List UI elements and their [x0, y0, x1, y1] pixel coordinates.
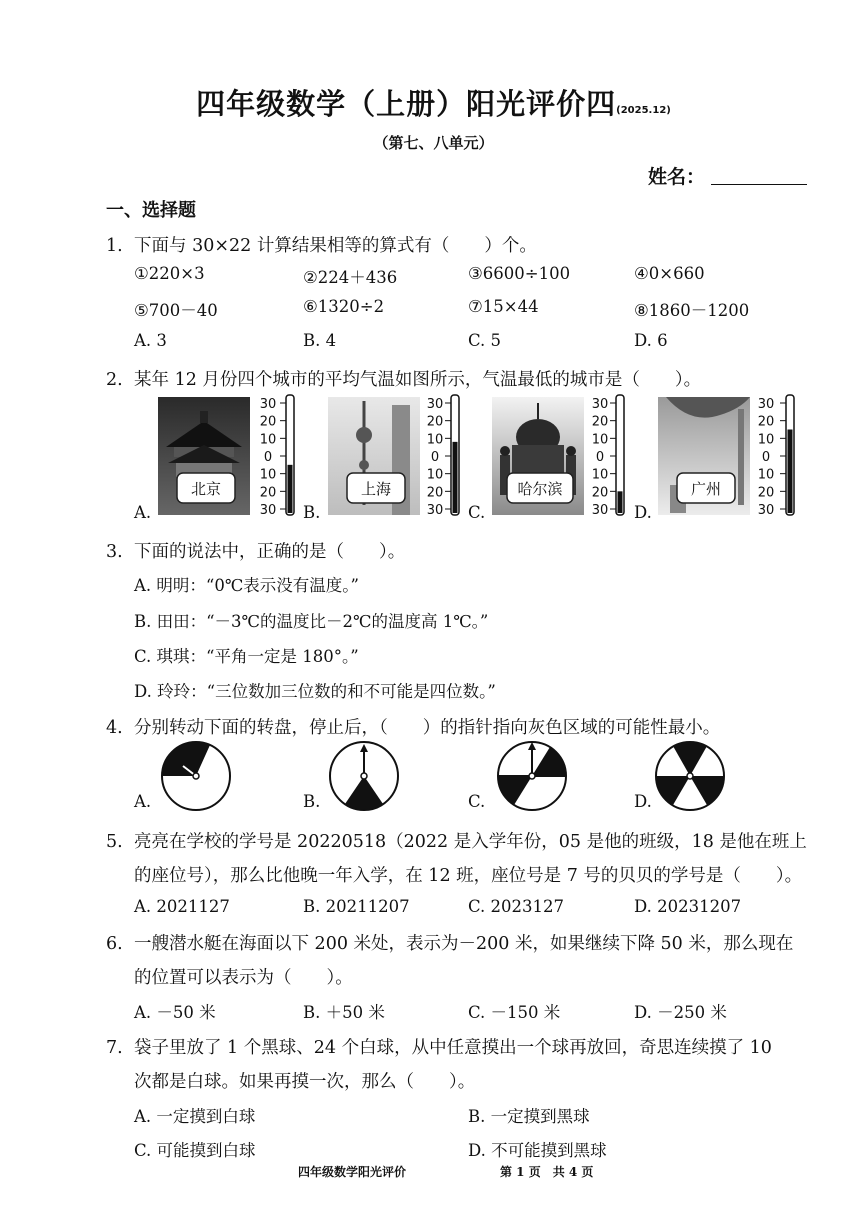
- thermometer-scale-label: 30: [591, 503, 609, 518]
- q3-option-d[interactable]: D. 玲玲：“三位数加三位数的和不可能是四位数。”: [134, 682, 496, 701]
- thermometer-scale-label: 10: [426, 467, 444, 483]
- city-label: 上海: [360, 480, 392, 498]
- thermometer-mercury: [288, 465, 293, 513]
- q5-option-a[interactable]: A. 2021127: [134, 897, 230, 916]
- q6-option-c[interactable]: C. －150 米: [468, 1003, 561, 1022]
- thermometer-scale-label: 20: [757, 414, 775, 430]
- thermometer-scale-label: 20: [591, 485, 609, 501]
- thermometer-mercury: [618, 491, 623, 513]
- q5-option-c[interactable]: C. 2023127: [468, 897, 565, 916]
- thermometer-scale-label: 10: [591, 432, 609, 448]
- thermometer-scale-label: 10: [757, 467, 775, 483]
- q7-option-b[interactable]: B. 一定摸到黑球: [468, 1107, 590, 1126]
- q3-option-b[interactable]: B. 田田：“－3℃的温度比－2℃的温度高 1℃。”: [134, 612, 489, 631]
- q1-item-3: ③6600÷100: [468, 264, 571, 283]
- thermometer-scale-label: 30: [426, 503, 444, 518]
- thermometer-mercury: [453, 442, 458, 513]
- thermometer-scale-label: 0: [761, 450, 771, 465]
- q2-option-c[interactable]: C.: [468, 503, 486, 522]
- thermometer-scale-label: 20: [426, 414, 444, 430]
- q4-option-a[interactable]: A.: [134, 792, 152, 811]
- q1-item-7: ⑦15×44: [468, 297, 539, 316]
- spinner-a: [162, 742, 230, 810]
- q6-option-a[interactable]: A. －50 米: [134, 1003, 216, 1022]
- q7-option-d[interactable]: D. 不可能摸到黑球: [468, 1141, 607, 1160]
- question-6: 6. 一艘潜水艇在海面以下 200 米处，表示为－200 米，如果继续下降 50 米，那么现在: [106, 934, 794, 954]
- q5-option-b[interactable]: B. 20211207: [303, 897, 410, 916]
- spinner-d: [656, 741, 724, 810]
- q7-option-c[interactable]: C. 可能摸到白球: [134, 1141, 256, 1160]
- thermometer-scale-label: 30: [259, 503, 277, 518]
- q1-item-5: ⑤700－40: [134, 301, 218, 320]
- city-label: 哈尔滨: [517, 480, 563, 498]
- question-1: 1. 下面与 30×22 计算结果相等的算式有（ ）个。: [106, 236, 537, 256]
- q1-item-4: ④0×660: [634, 264, 705, 283]
- q4-option-c[interactable]: C.: [468, 792, 486, 811]
- thermometer-scale-label: 10: [259, 467, 277, 483]
- thermometer-scale-label: 20: [426, 485, 444, 501]
- thermometer-scale-label: 30: [259, 397, 277, 412]
- q1-option-b[interactable]: B. 4: [303, 331, 337, 350]
- q4-option-d[interactable]: D.: [634, 792, 652, 811]
- question-2: 2. 某年 12 月份四个城市的平均气温如图所示，气温最低的城市是（ ）。: [106, 370, 702, 390]
- footer-title: 四年级数学阳光评价: [298, 1165, 407, 1179]
- q1-item-2: ②224＋436: [303, 268, 398, 287]
- thermometer-scale-label: 30: [757, 397, 775, 412]
- page-subtitle: （第七、八单元）: [373, 134, 494, 152]
- q1-item-6: ⑥1320÷2: [303, 297, 385, 316]
- q3-option-a[interactable]: A. 明明：“0℃表示没有温度。”: [134, 576, 359, 595]
- q5-option-d[interactable]: D. 20231207: [634, 897, 742, 916]
- question-7: 7. 袋子里放了 1 个黑球、24 个白球，从中任意摸出一个球再放回，奇思连续摸了 10: [106, 1038, 772, 1058]
- question-4: 4. 分别转动下面的转盘，停止后，（ ）的指针指向灰色区域的可能性最小。: [106, 718, 721, 738]
- q1-option-d[interactable]: D. 6: [634, 331, 668, 350]
- thermometer-scale-label: 30: [591, 397, 609, 412]
- city-label: 广州: [690, 480, 722, 498]
- question-5: 5. 亮亮在学校的学号是 20220518（2022 是入学年份，05 是他的班级，18 是他在班上: [106, 832, 807, 852]
- q4-option-b[interactable]: B.: [303, 792, 321, 811]
- thermometer-scale-label: 30: [757, 503, 775, 518]
- q1-item-8: ⑧1860－1200: [634, 301, 750, 320]
- q1-option-a[interactable]: A. 3: [134, 331, 167, 350]
- thermometer-scale-label: 10: [259, 432, 277, 448]
- question-7-line-2: 次都是白球。如果再摸一次，那么（ ）。: [134, 1072, 476, 1092]
- q2-option-d[interactable]: D.: [634, 503, 652, 522]
- spinner-c: [498, 742, 566, 810]
- name-blank-line[interactable]: [711, 168, 807, 185]
- city-label: 北京: [190, 480, 222, 498]
- question-5-line-2: 的座位号），那么比他晚一年入学，在 12 班，座位号是 7 号的贝贝的学号是（ ）。: [134, 866, 803, 886]
- thermometer-scale-label: 20: [591, 414, 609, 430]
- question-6-line-2: 的位置可以表示为（ ）。: [134, 968, 353, 988]
- page-number: 第 1 页 共 4 页: [500, 1165, 594, 1179]
- thermometer-scale-label: 0: [430, 450, 440, 465]
- name-label: 姓名：: [647, 166, 705, 188]
- thermometer-scale-label: 20: [259, 414, 277, 430]
- q3-option-c[interactable]: C. 琪琪：“平角一定是 180°。”: [134, 647, 359, 666]
- exam-date: (2025.12): [616, 105, 671, 116]
- spinner-b: [330, 742, 398, 810]
- name-field[interactable]: [648, 162, 807, 189]
- thermometer-scale-label: 0: [595, 450, 605, 465]
- section-title: 一、选择题: [106, 200, 196, 221]
- thermometer-scale-label: 10: [591, 467, 609, 483]
- page-title: 四年级数学（上册）阳光评价四(2025.12): [196, 87, 671, 121]
- city-thermometer-figures: [0, 385, 867, 520]
- thermometer-scale-label: 20: [259, 485, 277, 501]
- q1-option-c[interactable]: C. 5: [468, 331, 502, 350]
- thermometer-scale-label: 0: [263, 450, 273, 465]
- q6-option-b[interactable]: B. ＋50 米: [303, 1003, 385, 1022]
- thermometer-scale-label: 20: [757, 485, 775, 501]
- thermometer-scale-label: 10: [757, 432, 775, 448]
- q1-item-1: ①220×3: [134, 264, 205, 283]
- q6-option-d[interactable]: D. －250 米: [634, 1003, 727, 1022]
- q2-option-b[interactable]: B.: [303, 503, 321, 522]
- question-3: 3. 下面的说法中，正确的是（ ）。: [106, 542, 406, 562]
- q2-option-a[interactable]: A.: [134, 503, 152, 522]
- thermometer-scale-label: 30: [426, 397, 444, 412]
- thermometer-scale-label: 10: [426, 432, 444, 448]
- spinner-figures: [0, 740, 867, 815]
- q7-option-a[interactable]: A. 一定摸到白球: [134, 1107, 256, 1126]
- thermometer-mercury: [788, 430, 793, 514]
